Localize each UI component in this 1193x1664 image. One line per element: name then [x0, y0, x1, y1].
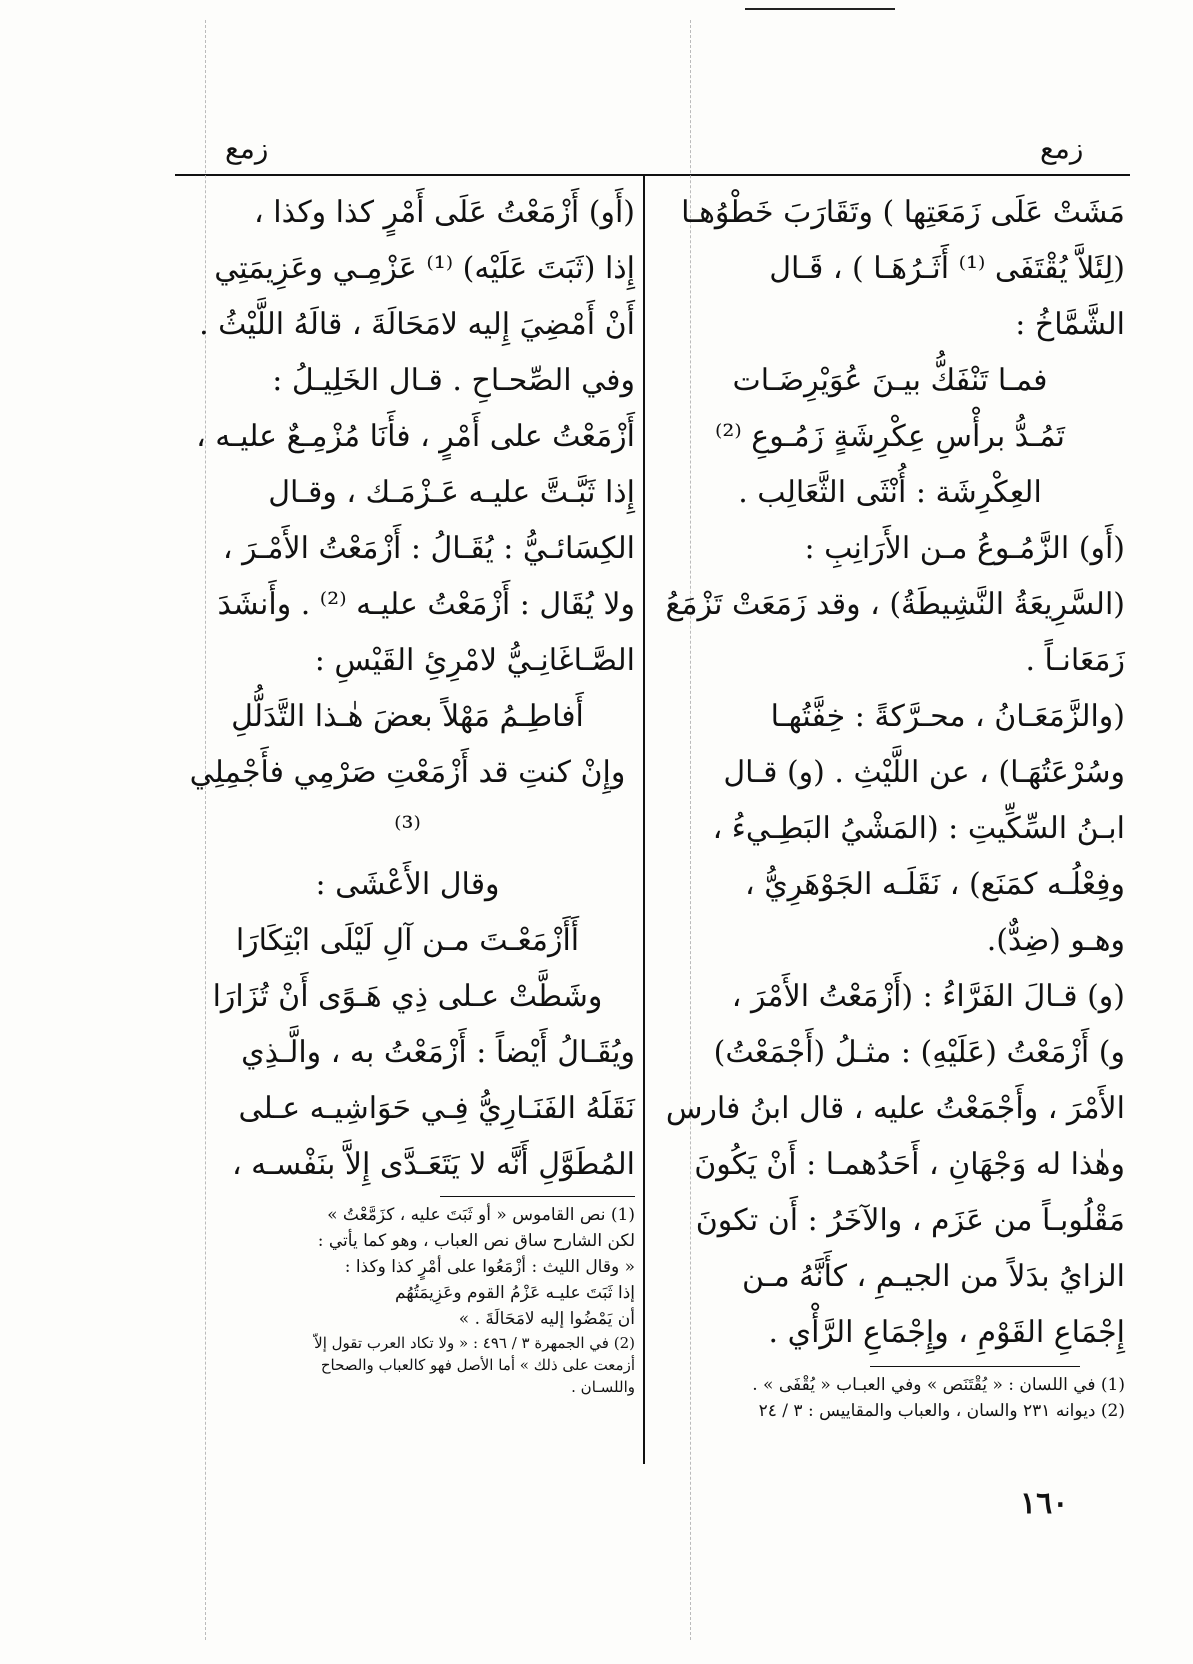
footnote: « وقال الليث : أزْمَعُوا على أمْرٍ كذا وكذا :	[344, 1257, 635, 1277]
left-column	[180, 185, 635, 1193]
text-line: (أَو) الزَّمُـوعُ مـن الأَرَانِبِ :	[804, 531, 1125, 566]
footnote: لكن الشارح ساق نص العباب ، وهو كما يأتي :	[317, 1231, 635, 1251]
running-header-right: زمع	[1040, 132, 1084, 165]
text-line: وسُرْعَتُهَـا) ، عن اللَّيْثِ . (و) قـال	[723, 755, 1125, 790]
text-line: (و) قـالَ الفَرَّاءُ : (أَزْمَعْتُ الأَمْرَ ،	[731, 979, 1125, 1014]
text-line: إِذا ثَبَّـتَّ عليـه عَـزْمَـك ، وقـال	[268, 475, 635, 510]
text-line: الزايُ بدَلاً من الجيـمِ ، كأَنَّهُ مـن	[741, 1259, 1125, 1294]
footnote: (1) نص القاموس « أو ثَبَتَ عليه ، كزَمَّعْتُ »	[327, 1205, 635, 1225]
text-line: (أَو) أَزْمَعْتُ عَلَى أَمْرٍ كذا وكذا ،	[254, 195, 635, 230]
column-divider	[643, 174, 645, 1464]
footnote: (2) في الجمهرة ٣ / ٤٩٦ : « ولا تكاد العرب تقول إلاّ	[314, 1334, 635, 1352]
text-line: العِكْرِشَة : أُنْثَى الثَّعَالِب .	[738, 475, 1042, 510]
text-line: المُطَوَّلِ أَنَّه لا يَتَعَـدَّى إِلاَّ بنَفْسـه ،	[231, 1147, 635, 1182]
text-line: وهـو (ضِدٌّ).	[986, 923, 1125, 958]
text-line: إِجْمَاعِ القَوْمِ ، وإِجْمَاعِ الرَّأْي .	[768, 1315, 1125, 1350]
text-line: نَقَلَهُ الفَنَـارِيُّ فِـي حَوَاشِيـه عـلى	[238, 1091, 635, 1126]
left-footnotes	[190, 1202, 635, 1398]
text-line: الشَّمَّاخُ :	[1015, 307, 1125, 342]
running-header-left: زمع	[225, 132, 269, 165]
verse-line: فمـا تَنْفَكُّ بيـنَ عُوَيْرِضَـات	[732, 363, 1048, 398]
footnote: أزمعت على ذلك » أما الأصل فهو كالعباب والصحاح	[320, 1356, 635, 1374]
text-line: وهٰذا له وَجْهَانِ ، أَحَدُهمـا : أَنْ يَكُونَ	[694, 1147, 1125, 1182]
text-line: أَزْمَعْتُ على أَمْرٍ ، فأَنَا مُزْمِـعٌ عليـه ،	[196, 419, 635, 454]
footnote-separator	[870, 1366, 1080, 1367]
verse-line: أَأَزْمَعْـتَ مـن آلِ لَيْلَى ابْتِكَارَا	[235, 923, 580, 958]
text-line: وفي الصِّحـاحِ . قـال الخَلِيـلُ :	[272, 363, 635, 398]
footnote-separator	[440, 1196, 635, 1197]
text-line: و) أَزْمَعْتُ (عَلَيْهِ) : مثـلُ (أَجْمَعْتُ)	[713, 1035, 1125, 1070]
text-line: إِذا (ثَبَتَ عَلَيْه) ⁽¹⁾ عَزْمِـي وعَزِيمَتِي	[214, 251, 635, 286]
text-line: زَمَعَانـاً .	[1025, 643, 1125, 678]
text-line: وقال الأَعْشَى :	[315, 867, 500, 902]
verse-line: وشَطَّتْ عـلى ذِي هَـوًى أَنْ تُزَارَا	[212, 979, 603, 1014]
footnote: إذا ثَبَتَ عليـه عَزْمُ القوم وعَزِيمَتُهُم	[394, 1283, 635, 1303]
text-line: الصَّـاغَانِـيُّ لامْرِئِ القَيْسِ :	[314, 643, 635, 678]
right-footnotes	[660, 1372, 1125, 1424]
text-line: (لِئَلاَّ يُقْتَفَى ⁽¹⁾ أَثَـرُهَـا ) ، قَـال	[769, 251, 1125, 286]
top-rule	[745, 8, 895, 10]
verse-line: وإِنْ كنتِ قد أَزْمَعْتِ صَرْمِي فأَجْمِلِي ⁽³⁾	[189, 755, 626, 846]
text-line: ابـنُ السِّكِّيتِ : (المَشْيُ البَطِـيءُ ،	[712, 811, 1125, 846]
page-number: ١٦٠	[1020, 1486, 1069, 1521]
footnote: (1) في اللسان : « يُقْتَنَص » وفي العبـاب « يُقْفَى » .	[752, 1375, 1125, 1395]
text-line: أَنْ أَمْضِيَ إِليه لامَحَالَةَ ، قالَهُ اللَّيْثُ .	[199, 307, 635, 342]
text-line: الأَمْرَ ، وأَجْمَعْتُ عليه ، قال ابنُ فارس	[665, 1091, 1125, 1126]
text-line: ولا يُقَال : أَزْمَعْتُ عليـه ⁽²⁾ . وأَنشَدَ	[217, 587, 635, 622]
text-line: (السَّرِيعَةُ النَّشِيطَةُ) ، وقد زَمَعَتْ تَزْمَعُ	[665, 587, 1125, 622]
verse-line: تَمُـدُّ برأْسِ عِكْرِشَةٍ زَمُـوعِ ⁽²⁾	[715, 419, 1065, 454]
text-line: مَقْلُوبـاً من عَزَم ، والآخَرُ : أَن تكونَ	[695, 1203, 1125, 1238]
right-column	[655, 185, 1125, 1361]
text-line: (والزَّمَعَـانُ ، محـرَّكةً : خِفَّتُهـا	[770, 699, 1125, 734]
verse-line: أَفاطِـمُ مَهْلاً بعضَ هٰـذا التَّدَلُّلِ	[231, 699, 584, 734]
footnote: واللسـان .	[571, 1378, 635, 1396]
text-line: وفِعْلُـه كمَنَع) ، نَقَلَـه الجَوْهَرِيُّ ،	[744, 867, 1125, 902]
text-line: ويُقَـالُ أَيْضاً : أَزْمَعْتُ به ، والَّـذِي	[241, 1035, 635, 1070]
footnote: أن يَمْضُوا إليه لامَحَالَةَ . »	[458, 1309, 635, 1329]
text-line: الكِسَائـيُّ : يُقَـالُ : أَزْمَعْتُ الأَمْـرَ ،	[222, 531, 635, 566]
header-rule	[175, 174, 1130, 176]
footnote: (2) ديوانه ٢٣١ والسان ، والعباب والمقاييس : ٣ / ٢٤	[758, 1401, 1125, 1421]
text-line: مَشَتْ عَلَى زَمَعَتِها ) وتَقَارَبَ خَطْوُهـا	[681, 195, 1125, 230]
